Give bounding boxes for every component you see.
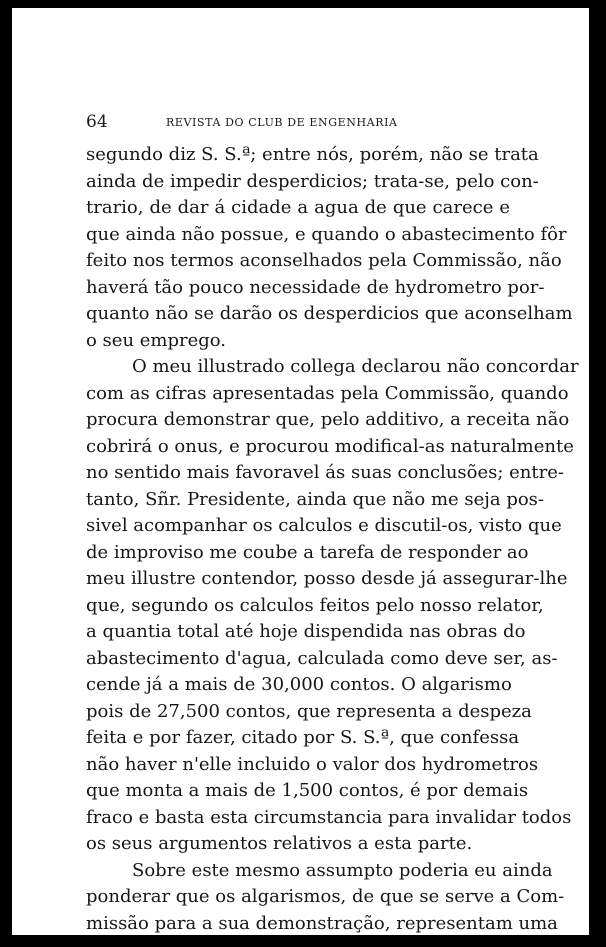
text-line: segundo diz S. S.ª; entre nós, porém, não se trata xyxy=(86,144,539,165)
running-title: REVISTA DO CLUB DE ENGENHARIA xyxy=(166,116,398,129)
text-line: no sentido mais favoravel ás suas conclusões; entre- xyxy=(86,462,564,483)
text-line: de improviso me coube a tarefa de responder ao xyxy=(86,541,529,563)
text-line: sivel acompanhar os calculos e discutil-os, visto que xyxy=(86,515,562,536)
text-line: ponderar que os algarismos, de que se serve a Com- xyxy=(86,886,565,907)
text-line: que monta a mais de 1,500 contos, é por demais xyxy=(86,780,529,801)
text-line: trario, de dar á cidade a agua de que carece e xyxy=(86,197,510,218)
text-line: quanto não se darão os desperdicios que aconselham xyxy=(86,303,573,324)
text-line: que, segundo os calculos feitos pelo nosso relator, xyxy=(86,594,544,616)
text-line: haverá tão pouco necessidade de hydrometro por- xyxy=(86,276,545,298)
text-line: procura demonstrar que, pelo additivo, a receita não xyxy=(86,409,570,430)
text-line: fraco e basta esta circumstancia para invalidar todos xyxy=(86,806,572,828)
text-line: não haver n'elle incluido o valor dos hydrometros xyxy=(86,753,539,775)
text-line: missão para a sua demonstração, representam uma xyxy=(86,912,558,934)
text-line: Sobre este mesmo assumpto poderia eu ainda xyxy=(132,859,553,881)
text-line: meu illustre contendor, posso desde já assegurar-lhe xyxy=(86,568,568,589)
page-number: 64 xyxy=(86,112,108,132)
text-line: a quantia total até hoje dispendida nas obras do xyxy=(86,621,526,642)
text-line: feito nos termos aconselhados pela Commissão, não xyxy=(86,250,562,271)
text-line: O meu illustrado collega declarou não concordar xyxy=(132,356,579,377)
text-line: feita e por fazer, citado por S. S.ª, que confessa xyxy=(86,727,520,748)
text-line: o seu emprego. xyxy=(86,329,227,351)
body-text xyxy=(86,142,579,937)
text-line: com as cifras apresentadas pela Commissão, quando xyxy=(86,382,569,404)
text-line: cende já a mais de 30,000 contos. O algarismo xyxy=(86,674,512,695)
page-header xyxy=(86,112,510,134)
text-line: pois de 27,500 contos, que representa a despeza xyxy=(86,700,532,722)
text-line: cobrirá o onus, e procurou modifical-as naturalmente xyxy=(86,435,574,457)
text-line: abastecimento d'agua, calculada como deve ser, as- xyxy=(86,647,558,669)
text-line: tanto, Sñr. Presidente, ainda que não me seja pos- xyxy=(86,488,544,510)
text-line: ainda de impedir desperdicios; trata-se, pelo con- xyxy=(86,170,539,192)
text-line: que ainda não possue, e quando o abastecimento fôr xyxy=(86,223,567,245)
text-line: os seus argumentos relativos a esta parte. xyxy=(86,833,473,854)
